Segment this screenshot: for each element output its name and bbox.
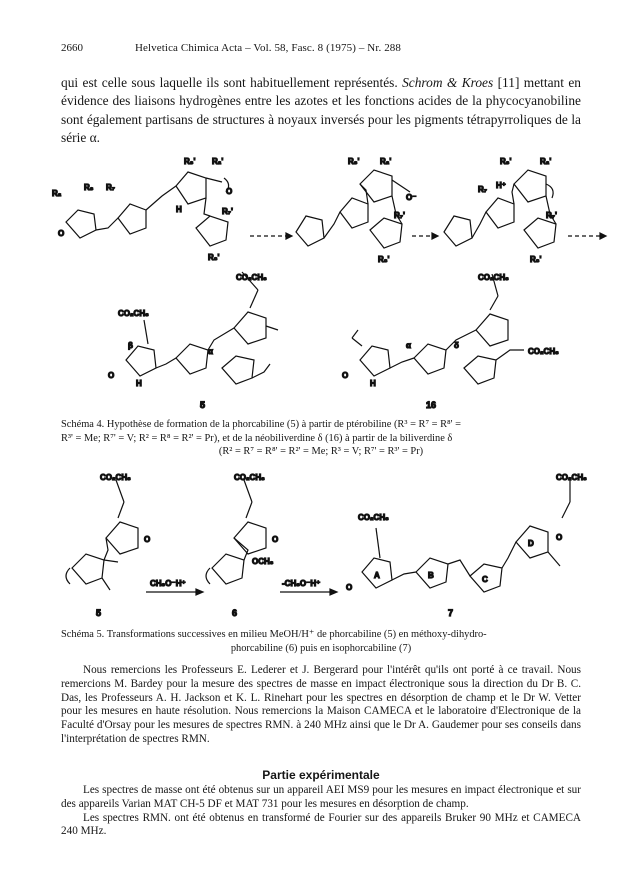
label-ominus: O⁻ (406, 193, 417, 202)
o-s5-6: O (272, 535, 279, 544)
scheme5-caption (61, 628, 581, 655)
label-r7p-2: R₇' (394, 211, 405, 220)
dashed-arrow-1-head (286, 233, 292, 239)
label-r2p: R₂' (212, 157, 224, 166)
running-head: Helvetica Chimica Acta – Vol. 58, Fasc. 8 (1975) – Nr. 288 (135, 42, 401, 54)
beta-5: β (128, 341, 133, 350)
scheme4-products (0, 268, 624, 416)
label-o-2: O (226, 187, 233, 196)
scheme5-caption-line1: Schéma 5. Transformations successives en milieu MeOH/H⁺ de phorcabiline (5) en méthoxy-dihydro- (61, 629, 487, 640)
co2ch3-s5-7a: CO₂CH₃ (556, 473, 587, 482)
label-r2: R₂ (52, 189, 62, 198)
acknowledgements-text: Nous remercions les Professeurs E. Lederer et J. Bergerard pour l'intérêt qu'ils ont porté à ce travail. Nous remercions M. Bardey pour la mesure des spectres de masse en impact électronique sous la direction du Dr B. C. Das, les Professeurs A. H. Jackson et K. L. Rinehart pour les spectres en désorption de champ et le Dr W. Vetter pour les mesures en haute résolution. Nous remercions la Maison CAMECA et le laboratoire d'Electronique de la Faculté d'Orsay pour les mesures de spectres RMN. à 240 MHz ainsi que le Dr A. Gaudemer pour ses conseils dans l'interprétation de spectres RMN. (61, 664, 581, 745)
scheme5-figure (0, 468, 624, 628)
compound-number-16: 16 (426, 400, 437, 410)
structure-mech-2 (296, 170, 410, 248)
intro-paragraph (61, 74, 581, 148)
h-5: H (136, 379, 142, 388)
o-s5-5: O (144, 535, 151, 544)
label-r3p-3: R₃' (500, 157, 512, 166)
co2ch3-s5-7b: CO₂CH₃ (358, 513, 389, 522)
label-r8p-2: R₈' (378, 255, 390, 264)
scheme4-top-row (0, 148, 624, 268)
dashed-arrow-3-head (600, 233, 606, 239)
co2ch3-5a: CO₂CH₃ (236, 273, 267, 282)
alpha-16: α (406, 341, 411, 350)
alpha-5: α (208, 347, 213, 356)
structure-compound-5 (126, 272, 278, 384)
structure-scheme5-6 (206, 480, 266, 584)
experimental-p1: Les spectres de masse ont été obtenus sur un appareil AEI MS9 pour les mesures en impact électronique et sur des appareils Varian MAT CH-5 DF et MAT 731 pour les mesures en désorption de champ. (61, 784, 581, 810)
label-h: H (176, 205, 182, 214)
reagent-1: CH₃O⁻H⁺ (150, 579, 186, 588)
experimental-p2: Les spectres RMN. ont été obtenus en transformé de Fourier sur des appareils Bruker 90 MHz et CAMECA 240 MHz. (61, 811, 581, 838)
o-s5-7a: O (346, 583, 353, 592)
co2ch3-5b: CO₂CH₃ (118, 309, 149, 318)
label-r8p: R₈' (208, 253, 220, 262)
label-r3: R₃ (84, 183, 94, 192)
ring-d: D (528, 539, 534, 548)
label-r3p: R₃' (184, 157, 196, 166)
label-r7p: R₇' (222, 207, 233, 216)
scheme5-caption-line2: phorcabiline (6) puis en isophorcabiline (7) (230, 642, 412, 654)
intro-text-1: qui est celle sous laquelle ils sont habituellement représentés. (61, 75, 403, 90)
label-r3p-2: R₃' (348, 157, 360, 166)
intro-authors: Schrom & Kroes (402, 75, 494, 90)
structure-scheme5-7 (362, 480, 570, 592)
ring-c: C (482, 575, 488, 584)
co2ch3-16b: CO₂CH₃ (528, 347, 559, 356)
label-r7-3: R₇ (478, 185, 487, 194)
co2ch3-s5-5: CO₂CH₃ (100, 473, 131, 482)
scheme4-caption-line2: R³' = Me; R⁷' = V; R² = R⁸ = R²' = Pr), et de la néobiliverdine δ (16) à partir de la biliverdine δ (61, 432, 453, 444)
label-hplus: H⁺ (496, 181, 506, 190)
experimental-section (61, 784, 581, 839)
compound-number-s5-7: 7 (448, 608, 454, 618)
page-number: 2660 (61, 42, 83, 54)
label-r2p-2: R₂' (380, 157, 392, 166)
reaction-arrow-1-head (196, 589, 203, 595)
o-16: O (342, 371, 349, 380)
o-5: O (108, 371, 115, 380)
label-r7p-3: R₇' (546, 211, 557, 220)
dashed-arrow-2-head (432, 233, 438, 239)
scheme4-caption-line1: Schéma 4. Hypothèse de formation de la phorcabiline (5) à partir de ptérobiline (R³ = R⁷ = R⁸' = (61, 419, 462, 430)
h-16: H (370, 379, 376, 388)
structure-compound-16 (352, 274, 524, 384)
scheme4-caption-line3: (R² = R⁷ = R⁸' = R²' = Me; R³ = V; R⁷' = R³' = Pr) (218, 446, 424, 457)
och3-s5-6: OCH₃ (252, 557, 274, 566)
reaction-arrow-2-head (330, 589, 337, 595)
delta-16: δ (454, 341, 459, 350)
compound-number-5: 5 (200, 400, 206, 410)
label-r8p-3: R₈' (530, 255, 542, 264)
intro-text-2: [11] mettant en évidence des liaisons hydrogènes entre les azotes et les fonctions acides de la phycocyanobiline sont également partisans de structures à noyaux inversés pour les pigments tétrapyrroliques de la série α. (61, 75, 581, 146)
ring-b: B (428, 571, 434, 580)
compound-number-s5-5: 5 (96, 608, 102, 618)
scheme4-caption (61, 418, 581, 459)
acknowledgements (61, 664, 581, 747)
reagent-2: -CH₃O⁻H⁺ (282, 579, 321, 588)
ring-a: A (374, 571, 380, 580)
label-o: O (58, 229, 65, 238)
structure-scheme5-5 (66, 480, 138, 590)
running-header (61, 42, 581, 58)
co2ch3-16a: CO₂CH₃ (478, 273, 509, 282)
label-r7: R₇ (106, 183, 115, 192)
label-r2p-3: R₂' (540, 157, 552, 166)
o-s5-7b: O (556, 533, 563, 542)
co2ch3-s5-6: CO₂CH₃ (234, 473, 265, 482)
section-title: Partie expérimentale (262, 768, 380, 782)
compound-number-s5-6: 6 (232, 608, 238, 618)
